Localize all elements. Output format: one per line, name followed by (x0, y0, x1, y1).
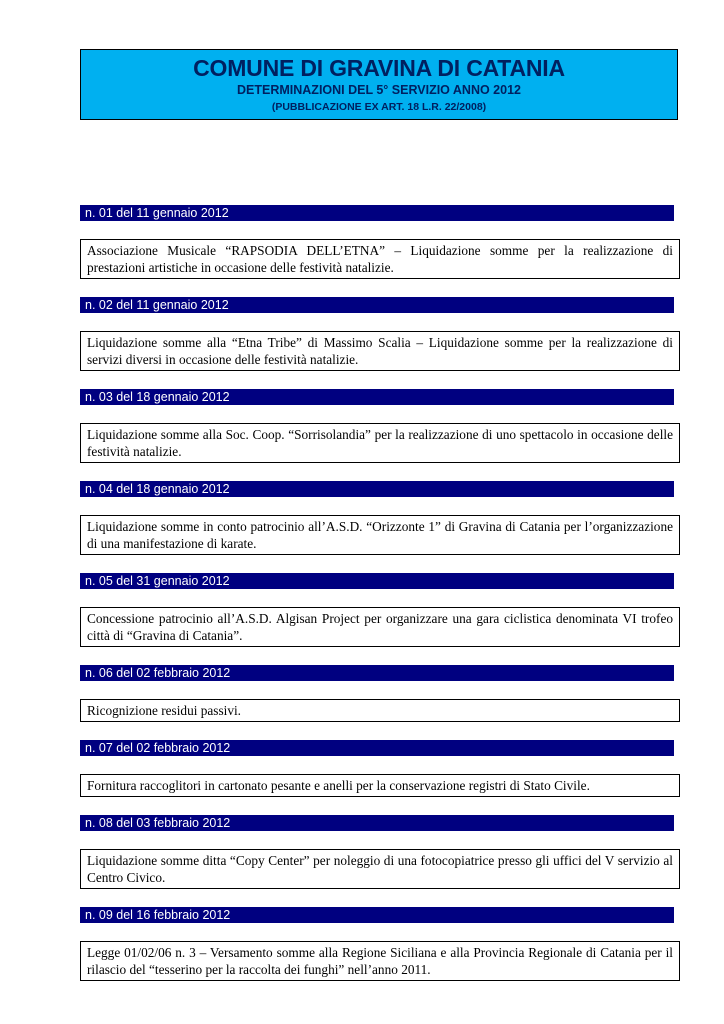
entry-number-bar: n. 08 del 03 febbraio 2012 (80, 815, 674, 831)
determinations-list (80, 205, 680, 981)
determination-entry (80, 205, 680, 279)
entry-description: Liquidazione somme ditta “Copy Center” per noleggio di una fotocopiatrice presso gli uffici del V servizio al Centro Civico. (80, 849, 680, 889)
determination-entry (80, 573, 680, 647)
determination-entry (80, 740, 680, 797)
entry-description: Ricognizione residui passivi. (80, 699, 680, 722)
determination-entry (80, 389, 680, 463)
entry-number-bar: n. 03 del 18 gennaio 2012 (80, 389, 674, 405)
entry-description: Liquidazione somme alla “Etna Tribe” di Massimo Scalia – Liquidazione somme per la realizzazione di servizi diversi in occasione delle festività natalizie. (80, 331, 680, 371)
entry-description: Associazione Musicale “RAPSODIA DELL’ETNA” – Liquidazione somme per la realizzazione di prestazioni artistiche in occasione delle festività natalizie. (80, 239, 680, 279)
entry-description: Fornitura raccoglitori in cartonato pesante e anelli per la conservazione registri di Stato Civile. (80, 774, 680, 797)
entry-description: Liquidazione somme in conto patrocinio all’A.S.D. “Orizzonte 1” di Gravina di Catania per l’organizzazione di una manifestazione di karate. (80, 515, 680, 555)
entry-number-bar: n. 07 del 02 febbraio 2012 (80, 740, 674, 756)
entry-number-bar: n. 06 del 02 febbraio 2012 (80, 665, 674, 681)
entry-description: Liquidazione somme alla Soc. Coop. “Sorrisolandia” per la realizzazione di uno spettacolo in occasione delle festività natalizie. (80, 423, 680, 463)
determination-entry (80, 815, 680, 889)
determination-entry (80, 665, 680, 722)
entry-number-bar: n. 09 del 16 febbraio 2012 (80, 907, 674, 923)
entry-number-bar: n. 01 del 11 gennaio 2012 (80, 205, 674, 221)
page-header (80, 49, 678, 120)
determination-entry (80, 297, 680, 371)
entry-number-bar: n. 04 del 18 gennaio 2012 (80, 481, 674, 497)
determination-entry (80, 907, 680, 981)
entry-number-bar: n. 05 del 31 gennaio 2012 (80, 573, 674, 589)
entry-description: Legge 01/02/06 n. 3 – Versamento somme alla Regione Siciliana e alla Provincia Regionale di Catania per il rilascio del “tesserino per la raccolta dei funghi” nell’anno 2011. (80, 941, 680, 981)
entry-description: Concessione patrocinio all’A.S.D. Algisan Project per organizzare una gara ciclistica denominata VI trofeo città di “Gravina di Catania”. (80, 607, 680, 647)
page-title: COMUNE DI GRAVINA DI CATANIA (193, 55, 565, 81)
determination-entry (80, 481, 680, 555)
page-subtitle-legal: (PUBBLICAZIONE EX ART. 18 L.R. 22/2008) (271, 101, 487, 113)
entry-number-bar: n. 02 del 11 gennaio 2012 (80, 297, 674, 313)
page-subtitle: DETERMINAZIONI DEL 5° SERVIZIO ANNO 2012 (237, 83, 521, 97)
